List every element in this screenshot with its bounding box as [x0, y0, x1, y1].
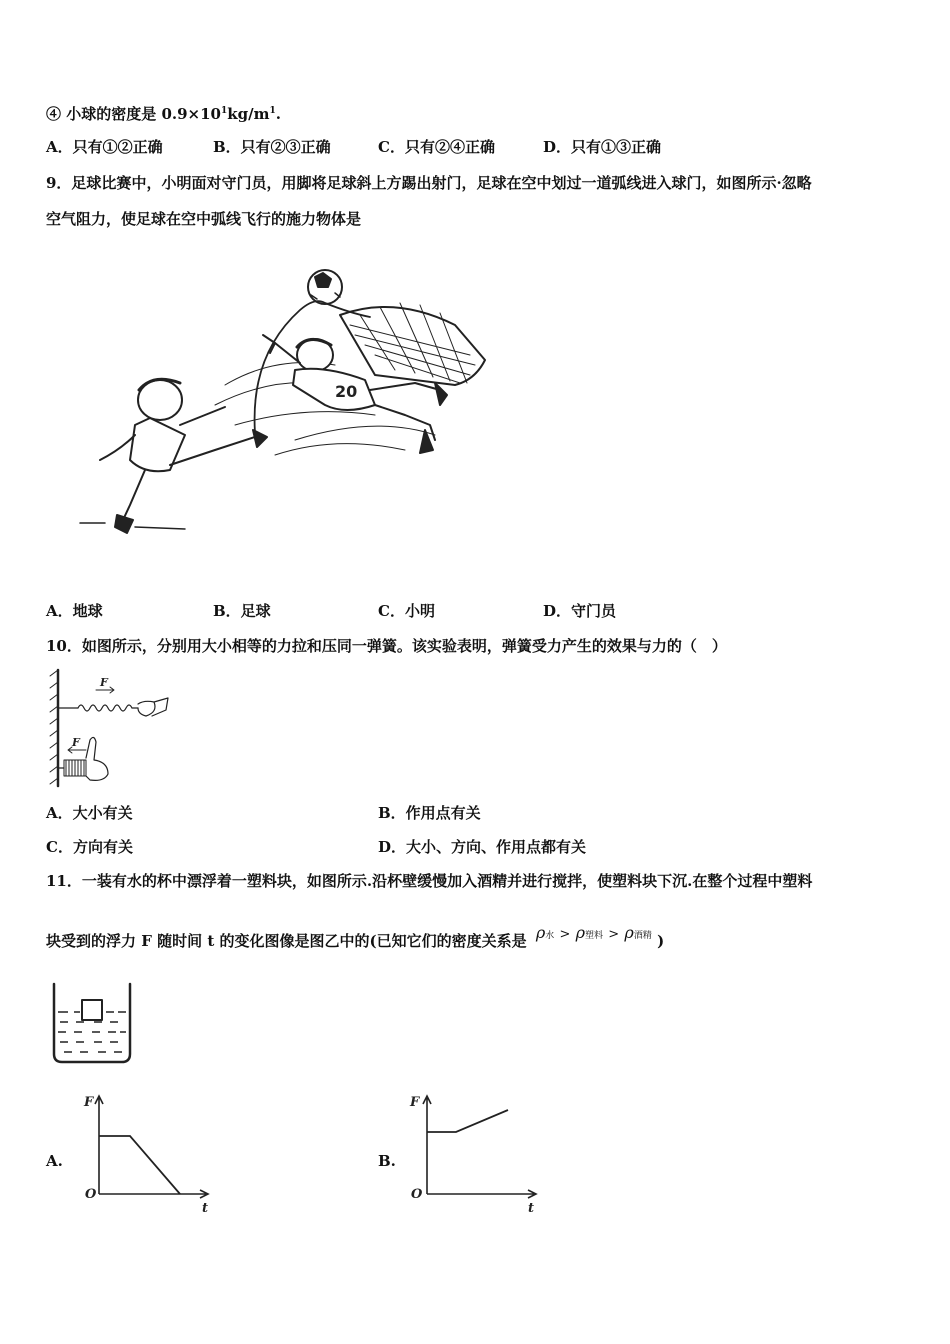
q11-option-b-label[interactable]: B. [378, 1152, 396, 1170]
cup-illustration [50, 982, 134, 1066]
svg-text:O: O [411, 1187, 423, 1202]
svg-text:F: F [410, 1095, 420, 1110]
q9-option-a[interactable]: A．地球 [46, 602, 103, 620]
q9-stem-line-1: 9．足球比赛中，小明面对守门员，用脚将足球斜上方踢出射门，足球在空中划过一道弧线进入球门，如图所示·忽略 [46, 174, 812, 192]
q10-option-b[interactable]: B．作用点有关 [378, 804, 481, 822]
soccer-illustration [75, 265, 495, 555]
svg-text:F: F [72, 736, 80, 749]
q10-option-d[interactable]: D．大小、方向、作用点都有关 [378, 838, 587, 856]
q8-statement-4: ④ 小球的密度是 $0.9\times 10^1kg/m^1$. [46, 105, 281, 123]
svg-text:20: 20 [335, 382, 358, 401]
q11-option-a-label[interactable]: A. [46, 1152, 63, 1170]
q11-graph-b[interactable] [408, 1090, 548, 1215]
q9-option-b[interactable]: B．足球 [213, 602, 271, 620]
q9-option-c[interactable]: C．小明 [378, 602, 435, 620]
q11-graph-a[interactable] [80, 1090, 220, 1215]
q8-option-b[interactable]: B．只有②③正确 [213, 138, 331, 156]
q8-option-d[interactable]: D．只有①③正确 [543, 138, 662, 156]
q10-stem: 10．如图所示，分别用大小相等的力拉和压同一弹簧。该实验表明，弹簧受力产生的效果与力的（ ） [46, 637, 727, 655]
svg-text:t: t [528, 1201, 535, 1215]
q9-stem-line-2: 空气阻力，使足球在空中弧线飞行的施力物体是 [46, 210, 362, 228]
q11-stem-line-2: 块受到的浮力 F 随时间 t 的变化图像是图乙中的(已知它们的密度关系是 ρ水 > ρ塑料 > ρ酒精 ) [46, 923, 665, 950]
q10-option-a[interactable]: A．大小有关 [46, 804, 133, 822]
q9-option-d[interactable]: D．守门员 [543, 602, 617, 620]
svg-text:t: t [202, 1201, 209, 1215]
density-relation: ρ水 > ρ塑料 > ρ酒精 [535, 923, 652, 942]
q11-stem-line-1: 11．一装有水的杯中漂浮着一塑料块，如图所示.沿杯壁缓慢加入酒精并进行搅拌，使塑料块下沉.在整个过程中塑料 [46, 872, 813, 890]
spring-illustration [46, 668, 176, 788]
svg-text:O: O [85, 1187, 97, 1202]
q10-option-c[interactable]: C．方向有关 [46, 838, 133, 856]
svg-text:F: F [84, 1095, 94, 1110]
q8-option-c[interactable]: C．只有②④正确 [378, 138, 495, 156]
svg-text:F: F [100, 676, 108, 689]
q8-option-a[interactable]: A．只有①②正确 [46, 138, 163, 156]
